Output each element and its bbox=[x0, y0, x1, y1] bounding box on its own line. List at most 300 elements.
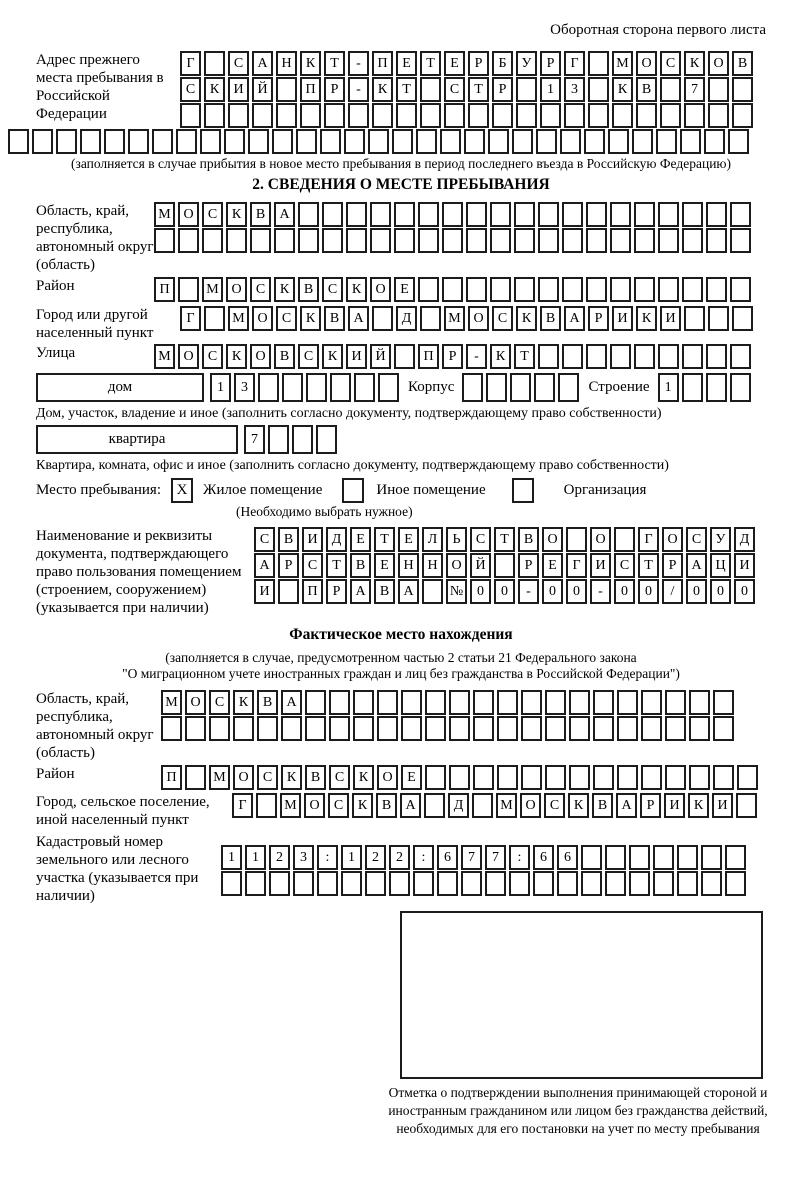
char-cell bbox=[569, 765, 590, 790]
char-cell bbox=[221, 871, 242, 896]
district-label: Район bbox=[36, 278, 75, 294]
street-label: Улица bbox=[36, 345, 76, 361]
apartment-type-box: квартира bbox=[36, 425, 238, 454]
checkbox-other-premises bbox=[342, 478, 364, 503]
char-cell: : bbox=[509, 845, 530, 870]
char-cell bbox=[394, 228, 415, 253]
char-cell: Р bbox=[640, 793, 661, 818]
char-cell: 1 bbox=[210, 373, 231, 402]
char-cell: 6 bbox=[557, 845, 578, 870]
char-cell: Р bbox=[588, 306, 609, 331]
char-cell: О bbox=[370, 277, 391, 302]
char-cell: Т bbox=[326, 553, 347, 578]
actual-region-block bbox=[36, 690, 766, 762]
section2-title: 2. СВЕДЕНИЯ О МЕСТЕ ПРЕБЫВАНИЯ bbox=[252, 176, 550, 193]
char-cell: / bbox=[662, 579, 683, 604]
char-cell bbox=[656, 129, 677, 154]
char-cell bbox=[610, 344, 631, 369]
char-cell bbox=[416, 129, 437, 154]
char-cell bbox=[341, 871, 362, 896]
char-cell: М bbox=[228, 306, 249, 331]
char-cell bbox=[269, 871, 290, 896]
char-cell: 6 bbox=[437, 845, 458, 870]
char-cell bbox=[658, 228, 679, 253]
char-cell bbox=[425, 690, 446, 715]
char-cell: 0 bbox=[542, 579, 563, 604]
char-cell: Г bbox=[180, 306, 201, 331]
char-cell bbox=[185, 716, 206, 741]
char-cell: 1 bbox=[540, 77, 561, 102]
char-cell: М bbox=[154, 202, 175, 227]
char-cell: О bbox=[708, 51, 729, 76]
char-cell bbox=[684, 103, 705, 128]
char-cell: Й bbox=[370, 344, 391, 369]
char-cell bbox=[368, 129, 389, 154]
char-cell bbox=[468, 103, 489, 128]
house-type-box: дом bbox=[36, 373, 204, 402]
char-cell bbox=[536, 129, 557, 154]
char-cell: К bbox=[516, 306, 537, 331]
actual-city-block bbox=[36, 793, 766, 829]
char-cell bbox=[665, 690, 686, 715]
char-cell bbox=[449, 690, 470, 715]
char-cell: С bbox=[660, 51, 681, 76]
char-cell bbox=[562, 277, 583, 302]
char-cell bbox=[298, 228, 319, 253]
checkbox-residential: X bbox=[171, 478, 193, 503]
char-cell bbox=[377, 716, 398, 741]
char-cell bbox=[636, 103, 657, 128]
char-cell: Р bbox=[324, 77, 345, 102]
char-cell bbox=[569, 716, 590, 741]
char-cell: С bbox=[614, 553, 635, 578]
char-cell bbox=[494, 553, 515, 578]
char-cell bbox=[274, 228, 295, 253]
char-cell: 0 bbox=[734, 579, 755, 604]
char-cell bbox=[424, 793, 445, 818]
char-cell: М bbox=[496, 793, 517, 818]
char-cell bbox=[634, 277, 655, 302]
char-cell: Е bbox=[396, 51, 417, 76]
char-cell: 3 bbox=[293, 845, 314, 870]
char-cell: П bbox=[418, 344, 439, 369]
char-cell: К bbox=[300, 51, 321, 76]
char-cell bbox=[569, 690, 590, 715]
city-block bbox=[36, 306, 766, 342]
apartment-block bbox=[36, 425, 766, 455]
house-number-row bbox=[210, 373, 402, 402]
char-cell: Е bbox=[401, 765, 422, 790]
char-cell bbox=[396, 103, 417, 128]
char-cell: С bbox=[329, 765, 350, 790]
char-cell: Т bbox=[494, 527, 515, 552]
char-cell bbox=[730, 277, 751, 302]
char-cell: Ь bbox=[446, 527, 467, 552]
char-cell bbox=[209, 716, 230, 741]
char-cell: 3 bbox=[564, 77, 585, 102]
char-cell bbox=[730, 373, 751, 402]
char-cell bbox=[298, 202, 319, 227]
char-cell bbox=[557, 871, 578, 896]
char-cell bbox=[682, 202, 703, 227]
char-cell bbox=[558, 373, 579, 402]
char-cell bbox=[713, 765, 734, 790]
actual-city-row bbox=[232, 793, 760, 818]
char-cell: О bbox=[250, 344, 271, 369]
char-cell: С bbox=[328, 793, 349, 818]
char-cell bbox=[545, 690, 566, 715]
char-cell bbox=[706, 373, 727, 402]
char-cell: В bbox=[374, 579, 395, 604]
char-cell bbox=[689, 765, 710, 790]
char-cell: И bbox=[734, 553, 755, 578]
char-cell bbox=[538, 277, 559, 302]
char-cell bbox=[293, 871, 314, 896]
char-cell bbox=[653, 845, 674, 870]
char-cell bbox=[442, 228, 463, 253]
char-cell bbox=[466, 228, 487, 253]
char-cell bbox=[581, 845, 602, 870]
char-cell: Р bbox=[492, 77, 513, 102]
page-side-note: Оборотная сторона первого листа bbox=[550, 22, 766, 38]
char-cell bbox=[514, 228, 535, 253]
char-cell: О bbox=[233, 765, 254, 790]
char-cell: М bbox=[612, 51, 633, 76]
char-cell bbox=[378, 373, 399, 402]
char-cell bbox=[394, 344, 415, 369]
char-cell: О bbox=[178, 344, 199, 369]
char-cell bbox=[509, 871, 530, 896]
char-cell bbox=[736, 793, 757, 818]
char-cell bbox=[586, 202, 607, 227]
char-cell: Е bbox=[398, 527, 419, 552]
char-cell: 1 bbox=[658, 373, 679, 402]
char-cell bbox=[152, 129, 173, 154]
char-cell bbox=[732, 77, 753, 102]
char-cell: А bbox=[274, 202, 295, 227]
char-cell bbox=[282, 373, 303, 402]
char-cell: 0 bbox=[710, 579, 731, 604]
char-cell bbox=[492, 103, 513, 128]
char-cell bbox=[512, 129, 533, 154]
char-cell bbox=[629, 845, 650, 870]
char-cell: О bbox=[226, 277, 247, 302]
char-cell bbox=[464, 129, 485, 154]
char-cell: Й bbox=[252, 77, 273, 102]
char-cell: : bbox=[413, 845, 434, 870]
char-cell bbox=[732, 103, 753, 128]
char-cell: Е bbox=[374, 553, 395, 578]
char-cell: Н bbox=[276, 51, 297, 76]
char-cell: 7 bbox=[684, 77, 705, 102]
char-cell: П bbox=[161, 765, 182, 790]
char-cell bbox=[389, 871, 410, 896]
char-cell: М bbox=[209, 765, 230, 790]
district-block bbox=[36, 277, 766, 303]
region-rows bbox=[154, 202, 754, 254]
char-cell bbox=[278, 579, 299, 604]
char-cell: Р bbox=[518, 553, 539, 578]
char-cell bbox=[444, 103, 465, 128]
char-cell bbox=[514, 277, 535, 302]
char-cell: И bbox=[228, 77, 249, 102]
char-cell bbox=[490, 277, 511, 302]
char-cell: К bbox=[490, 344, 511, 369]
char-cell bbox=[610, 277, 631, 302]
char-cell: 1 bbox=[245, 845, 266, 870]
char-cell: О bbox=[377, 765, 398, 790]
char-cell bbox=[462, 373, 483, 402]
street-block bbox=[36, 344, 766, 370]
prev-address-block bbox=[36, 51, 766, 129]
char-cell: 7 bbox=[461, 845, 482, 870]
char-cell bbox=[401, 716, 422, 741]
char-cell: В bbox=[257, 690, 278, 715]
char-cell: С bbox=[686, 527, 707, 552]
char-cell bbox=[617, 690, 638, 715]
char-cell bbox=[538, 202, 559, 227]
char-cell bbox=[682, 228, 703, 253]
char-cell: Д bbox=[734, 527, 755, 552]
char-cell: И bbox=[612, 306, 633, 331]
char-cell bbox=[224, 129, 245, 154]
char-cell: 0 bbox=[638, 579, 659, 604]
char-cell: К bbox=[568, 793, 589, 818]
char-cell: У bbox=[710, 527, 731, 552]
char-cell bbox=[538, 228, 559, 253]
char-cell bbox=[322, 228, 343, 253]
char-cell bbox=[276, 77, 297, 102]
char-cell bbox=[258, 373, 279, 402]
char-cell: П bbox=[302, 579, 323, 604]
char-cell bbox=[629, 871, 650, 896]
char-cell bbox=[588, 77, 609, 102]
char-cell: В bbox=[540, 306, 561, 331]
char-cell bbox=[449, 716, 470, 741]
char-cell bbox=[689, 716, 710, 741]
char-cell bbox=[256, 793, 277, 818]
char-cell: - bbox=[348, 77, 369, 102]
char-cell: С bbox=[470, 527, 491, 552]
char-cell bbox=[272, 129, 293, 154]
char-cell bbox=[56, 129, 77, 154]
char-cell: М bbox=[202, 277, 223, 302]
char-cell bbox=[708, 103, 729, 128]
char-cell bbox=[514, 202, 535, 227]
char-cell bbox=[346, 202, 367, 227]
char-cell bbox=[317, 871, 338, 896]
char-cell bbox=[584, 129, 605, 154]
char-cell bbox=[306, 373, 327, 402]
prev-address-note: (заполняется в случае прибытия в новое место пребывания в период последнего въезда в Российскую Федерацию) bbox=[70, 156, 732, 171]
char-cell: С bbox=[444, 77, 465, 102]
char-cell: М bbox=[280, 793, 301, 818]
prev-address-rows bbox=[180, 51, 756, 129]
char-cell: Н bbox=[422, 553, 443, 578]
city-row bbox=[180, 306, 756, 331]
char-cell bbox=[178, 228, 199, 253]
char-cell bbox=[634, 344, 655, 369]
char-cell: : bbox=[317, 845, 338, 870]
char-cell: В bbox=[350, 553, 371, 578]
char-cell bbox=[245, 871, 266, 896]
char-cell bbox=[682, 277, 703, 302]
char-cell bbox=[377, 690, 398, 715]
apartment-note: Квартира, комната, офис и иное (заполнить согласно документу, подтверждающему право собственности) bbox=[36, 458, 669, 473]
char-cell bbox=[708, 306, 729, 331]
char-cell: И bbox=[302, 527, 323, 552]
char-cell bbox=[708, 77, 729, 102]
option-organization-label: Организация bbox=[563, 482, 647, 498]
char-cell: У bbox=[516, 51, 537, 76]
char-cell bbox=[420, 103, 441, 128]
char-cell bbox=[605, 871, 626, 896]
char-cell bbox=[737, 765, 758, 790]
char-cell bbox=[344, 129, 365, 154]
char-cell bbox=[730, 228, 751, 253]
checkbox-organization bbox=[512, 478, 534, 503]
char-cell: Л bbox=[422, 527, 443, 552]
char-cell bbox=[701, 845, 722, 870]
char-cell bbox=[730, 202, 751, 227]
char-cell bbox=[316, 425, 337, 454]
char-cell bbox=[641, 765, 662, 790]
char-cell: В bbox=[274, 344, 295, 369]
char-cell bbox=[560, 129, 581, 154]
char-cell: 1 bbox=[221, 845, 242, 870]
char-cell: К bbox=[353, 765, 374, 790]
char-cell bbox=[497, 690, 518, 715]
char-cell: О bbox=[542, 527, 563, 552]
char-cell: Т bbox=[638, 553, 659, 578]
char-cell: Р bbox=[278, 553, 299, 578]
actual-district-label: Район bbox=[36, 766, 75, 782]
char-cell bbox=[300, 103, 321, 128]
char-cell: Н bbox=[398, 553, 419, 578]
char-cell: Е bbox=[542, 553, 563, 578]
char-cell bbox=[658, 277, 679, 302]
prev-address-row-2 bbox=[180, 77, 756, 102]
char-cell: М bbox=[161, 690, 182, 715]
option-residential-label: Жилое помещение bbox=[203, 482, 323, 498]
city-label: Город или другой населенный пункт bbox=[36, 307, 154, 341]
prev-address-row-4 bbox=[8, 129, 766, 154]
char-cell bbox=[442, 202, 463, 227]
char-cell bbox=[472, 793, 493, 818]
cadastral-label: Кадастровый номер земельного или лесного участка (указывается при наличии) bbox=[36, 834, 199, 904]
char-cell: В bbox=[305, 765, 326, 790]
char-cell bbox=[329, 690, 350, 715]
char-cell bbox=[562, 202, 583, 227]
char-cell bbox=[276, 103, 297, 128]
char-cell bbox=[680, 129, 701, 154]
document-label: Наименование и реквизиты документа, подтверждающего право пользования помещением (строением, сооружением) (указывается при наличии) bbox=[36, 528, 242, 616]
char-cell bbox=[413, 871, 434, 896]
char-cell bbox=[612, 103, 633, 128]
char-cell: 0 bbox=[494, 579, 515, 604]
char-cell bbox=[442, 277, 463, 302]
char-cell: С bbox=[250, 277, 271, 302]
char-cell: О bbox=[636, 51, 657, 76]
stroenie-label: Строение bbox=[588, 379, 650, 395]
char-cell bbox=[488, 129, 509, 154]
char-cell: 7 bbox=[485, 845, 506, 870]
char-cell bbox=[516, 103, 537, 128]
char-cell bbox=[365, 871, 386, 896]
char-cell bbox=[689, 690, 710, 715]
char-cell: Р bbox=[442, 344, 463, 369]
char-cell bbox=[533, 871, 554, 896]
char-cell: С bbox=[544, 793, 565, 818]
char-cell bbox=[437, 871, 458, 896]
char-cell bbox=[588, 103, 609, 128]
char-cell: 0 bbox=[566, 579, 587, 604]
char-cell bbox=[370, 228, 391, 253]
char-cell: О bbox=[185, 690, 206, 715]
char-cell bbox=[473, 716, 494, 741]
char-cell bbox=[461, 871, 482, 896]
char-cell: В bbox=[250, 202, 271, 227]
stroenie-row bbox=[658, 373, 754, 402]
char-cell: Ц bbox=[710, 553, 731, 578]
char-cell bbox=[545, 765, 566, 790]
char-cell bbox=[641, 716, 662, 741]
char-cell: Т bbox=[420, 51, 441, 76]
char-cell bbox=[204, 103, 225, 128]
char-cell: К bbox=[636, 306, 657, 331]
char-cell bbox=[677, 871, 698, 896]
char-cell: 6 bbox=[533, 845, 554, 870]
char-cell: 2 bbox=[365, 845, 386, 870]
char-cell: В bbox=[376, 793, 397, 818]
char-cell bbox=[706, 277, 727, 302]
char-cell bbox=[677, 845, 698, 870]
char-cell: П bbox=[300, 77, 321, 102]
char-cell bbox=[354, 373, 375, 402]
char-cell: А bbox=[616, 793, 637, 818]
char-cell: С bbox=[492, 306, 513, 331]
char-cell bbox=[593, 716, 614, 741]
char-cell bbox=[226, 228, 247, 253]
char-cell: В bbox=[518, 527, 539, 552]
char-cell bbox=[324, 103, 345, 128]
char-cell: В bbox=[298, 277, 319, 302]
char-cell bbox=[401, 690, 422, 715]
char-cell bbox=[185, 765, 206, 790]
char-cell: Г bbox=[566, 553, 587, 578]
char-cell bbox=[154, 228, 175, 253]
char-cell bbox=[610, 202, 631, 227]
char-cell: Р bbox=[662, 553, 683, 578]
region-row-2 bbox=[154, 228, 754, 253]
char-cell bbox=[534, 373, 555, 402]
char-cell: 0 bbox=[614, 579, 635, 604]
char-cell bbox=[658, 344, 679, 369]
char-cell bbox=[516, 77, 537, 102]
char-cell bbox=[425, 765, 446, 790]
char-cell bbox=[704, 129, 725, 154]
char-cell: М bbox=[154, 344, 175, 369]
prev-address-label: Адрес прежнего места пребывания в Российской Федерации bbox=[36, 52, 164, 122]
char-cell: Т bbox=[396, 77, 417, 102]
char-cell: И bbox=[254, 579, 275, 604]
char-cell bbox=[540, 103, 561, 128]
region-block bbox=[36, 202, 766, 274]
actual-location-title: Фактическое место нахождения bbox=[289, 626, 513, 643]
char-cell bbox=[588, 51, 609, 76]
char-cell bbox=[486, 373, 507, 402]
char-cell: Е bbox=[350, 527, 371, 552]
